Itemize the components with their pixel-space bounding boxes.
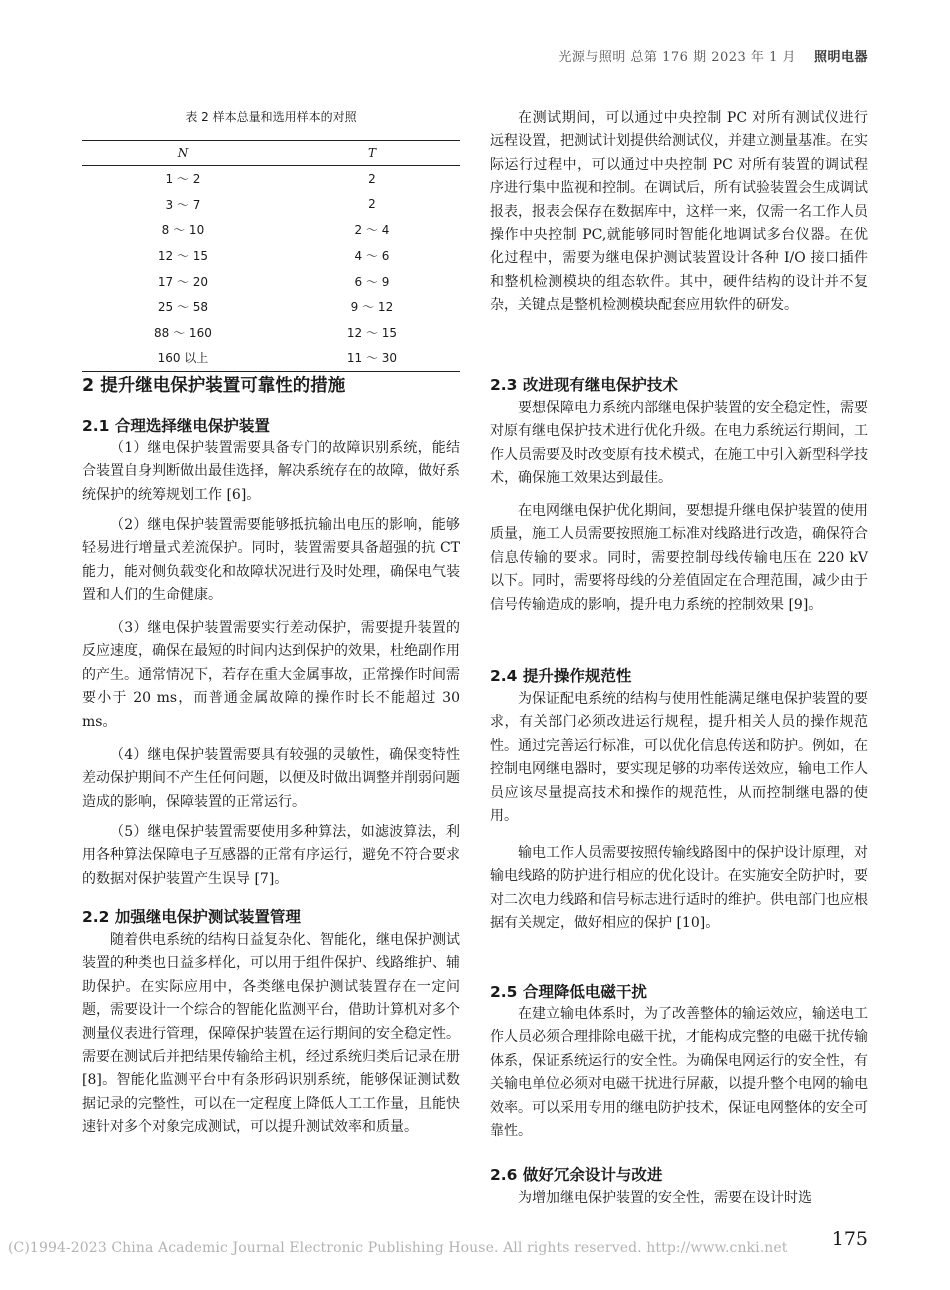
cell-t: 11 ～ 30	[284, 345, 460, 371]
paragraph: （3）继电保护装置需要实行差动保护，需要提升装置的反应速度，确保在最短的时间内达到保护的效果，杜绝副作用的产生。通常情况下，若存在重大金属事故，正常操作时间需要小于 20 ms，而普通金属故障的操作时长不能超过 30 ms。	[82, 620, 460, 730]
cell-n: 88 ～ 160	[154, 325, 212, 340]
table-row	[82, 294, 460, 320]
paragraph: 随着供电系统的结构日益复杂化、智能化，继电保护测试装置的种类也日益多样化，可以用于组件保护、线路维护、辅助保护。在实际应用中，各类继电保护测试装置存在一定问题，需要设计一个综合的智能化监测平台，借助计算机对多个测量仪表进行管理，保障保护装置在运行期间的安全稳定性。需要在测试后并把结果传输给主机，经过系统归类后记录在册 [8]。智能化监测平台中有条形码识别系统，能够保证测试数据记录的完整性，可以在一定程度上降低人工工作量，且能快速针对多个对象完成测试，可以提升测试效率和质量。	[82, 932, 460, 1136]
cell-t: 6 ～ 9	[354, 274, 390, 289]
paragraph: （1）继电保护装置需要具备专门的故障识别系统，能结合装置自身判断做出最佳选择，解决系统存在的故障，做好系统保护的统筹规划工作 [6]。	[82, 440, 460, 503]
cell-t: 2 ～ 4	[354, 223, 390, 238]
table-row	[82, 268, 460, 294]
paragraph: 为保证配电系统的结构与使用性能满足继电保护装置的要求，有关部门必须改进运行规程，提升相关人员的操作规范性。通过完善运行标准，可以优化信息传送和防护。例如，在控制电网继电器时，要实现足够的功率传送效应，输电工作人员应该尽量提高技术和操作的规范性，从而控制继电器的使用。	[490, 691, 868, 825]
heading-2-3: 2.3 改进现有继电保护技术	[490, 376, 678, 394]
section-2-heading: 2 提升继电保护装置可靠性的措施	[82, 376, 346, 396]
cell-n: 25 ～ 58	[157, 300, 209, 315]
running-header	[558, 46, 868, 65]
table-row	[82, 192, 460, 218]
column-header-n: N	[82, 141, 284, 166]
cell-n: 1 ～ 2	[165, 172, 201, 187]
table-row	[82, 217, 460, 243]
paragraph: 在建立输电体系时，为了改善整体的输运效应，输送电工作人员必须合理排除电磁干扰，才能构成完整的电磁干扰传输体系，保证系统运行的安全性。为确保电网运行的安全性，有关输电单位必须对电磁干扰进行屏蔽，以提升整个电网的输电效率。可以采用专用的继电防护技术，保证电网整体的安全可靠性。	[490, 1006, 868, 1140]
paragraph: 输电工作人员需要按照传输线路图中的保护设计原理，对输电线路的防护进行相应的优化设计。在实施安全防护时，要对二次电力线路和信号标志进行适时的维护。供电部门也应根据有关规定，做好相应的保护 [10]。	[490, 845, 868, 932]
paragraph: 在电网继电保护优化期间，要想提升继电保护装置的使用质量，施工人员需要按照施工标准对线路进行改造，确保符合信息传输的要求。同时，需要控制母线传输电压在 220 kV 以下。同时，需要将母线的分差值固定在合理范围，减少由于信号传输造成的影响，提升电力系统的控制效果 [9]。	[490, 503, 868, 613]
table-row	[82, 320, 460, 346]
heading-2-1: 2.1 合理选择继电保护装置	[82, 417, 270, 435]
heading-2-4: 2.4 提升操作规范性	[490, 667, 632, 685]
table-row	[82, 166, 460, 192]
section-name: 照明电器	[813, 50, 868, 65]
heading-2-6: 2.6 做好冗余设计与改进	[490, 1166, 663, 1184]
cell-n: 17 ～ 20	[157, 274, 209, 289]
paragraph: （2）继电保护装置需要能够抵抗输出电压的影响，能够轻易进行增量式差流保护。同时，装置需要具备超强的抗 CT 能力，能对侧负载变化和故障状况进行及时处理，确保电气装置和人们的生命健康。	[82, 517, 460, 604]
heading-2-5: 2.5 合理降低电磁干扰	[490, 983, 647, 1001]
paragraph: 为增加继电保护装置的安全性，需要在设计时选	[518, 1190, 812, 1206]
cell-t: 2	[368, 171, 376, 186]
cell-n: 12 ～ 15	[157, 249, 209, 264]
copyright-notice: (C)1994-2023 China Academic Journal Electronic Publishing House. All rights reserved. http://www.cnki.net	[8, 1240, 788, 1256]
heading-2-2: 2.2 加强继电保护测试装置管理	[82, 908, 301, 926]
cell-n: 160 以上	[82, 345, 284, 371]
page-number: 175	[831, 1228, 868, 1250]
table-row	[82, 243, 460, 269]
paragraph: 要想保障电力系统内部继电保护装置的安全稳定性，需要对原有继电保护技术进行优化升级。在电力系统运行期间，工作人员需要及时改变原有技术模式，在施工中引入新型科学技术，确保施工效果达到最佳。	[490, 400, 868, 487]
cell-t: 4 ～ 6	[354, 249, 390, 264]
cell-t: 2	[368, 197, 376, 212]
paragraph: （4）继电保护装置需要具有较强的灵敏性，确保变特性差动保护期间不产生任何问题，以便及时做出调整并削弱问题造成的影响，保障装置的正常运行。	[82, 747, 460, 810]
cell-t: 9 ～ 12	[350, 300, 394, 315]
cell-t: 12 ～ 15	[346, 325, 398, 340]
cell-n: 8 ～ 10	[161, 223, 205, 238]
column-header-t: T	[284, 141, 460, 166]
table-caption: 表 2 样本总量和选用样本的对照	[185, 110, 357, 124]
paragraph: （5）继电保护装置需要使用多种算法，如滤波算法，利用各种算法保障电子互感器的正常有序运行，避免不符合要求的数据对保护装置产生误导 [7]。	[82, 824, 460, 887]
table-row	[82, 345, 460, 371]
cell-n: 3 ～ 7	[165, 197, 201, 212]
journal-info: 光源与照明 总第 176 期 2023 年 1 月	[558, 50, 796, 65]
sample-table	[82, 140, 460, 372]
paragraph: 在测试期间，可以通过中央控制 PC 对所有测试仪进行远程设置，把测试计划提供给测试仪，并建立测量基准。在实际运行过程中，可以通过中央控制 PC 对所有装置的调试程序进行集中监视和控制。在调试后，所有试验装置会生成调试报表，报表会保存在数据库中，这样一来，仅需一名工作人员操作中央控制 PC,就能够同时智能化地调试多台仪器。在优化过程中，需要为继电保护测试装置设计各种 I/O 接口插件和整机检测模块的组态软件。其中，硬件结构的设计并不复杂，关键点是整机检测模块配套应用软件的研发。	[490, 110, 868, 314]
